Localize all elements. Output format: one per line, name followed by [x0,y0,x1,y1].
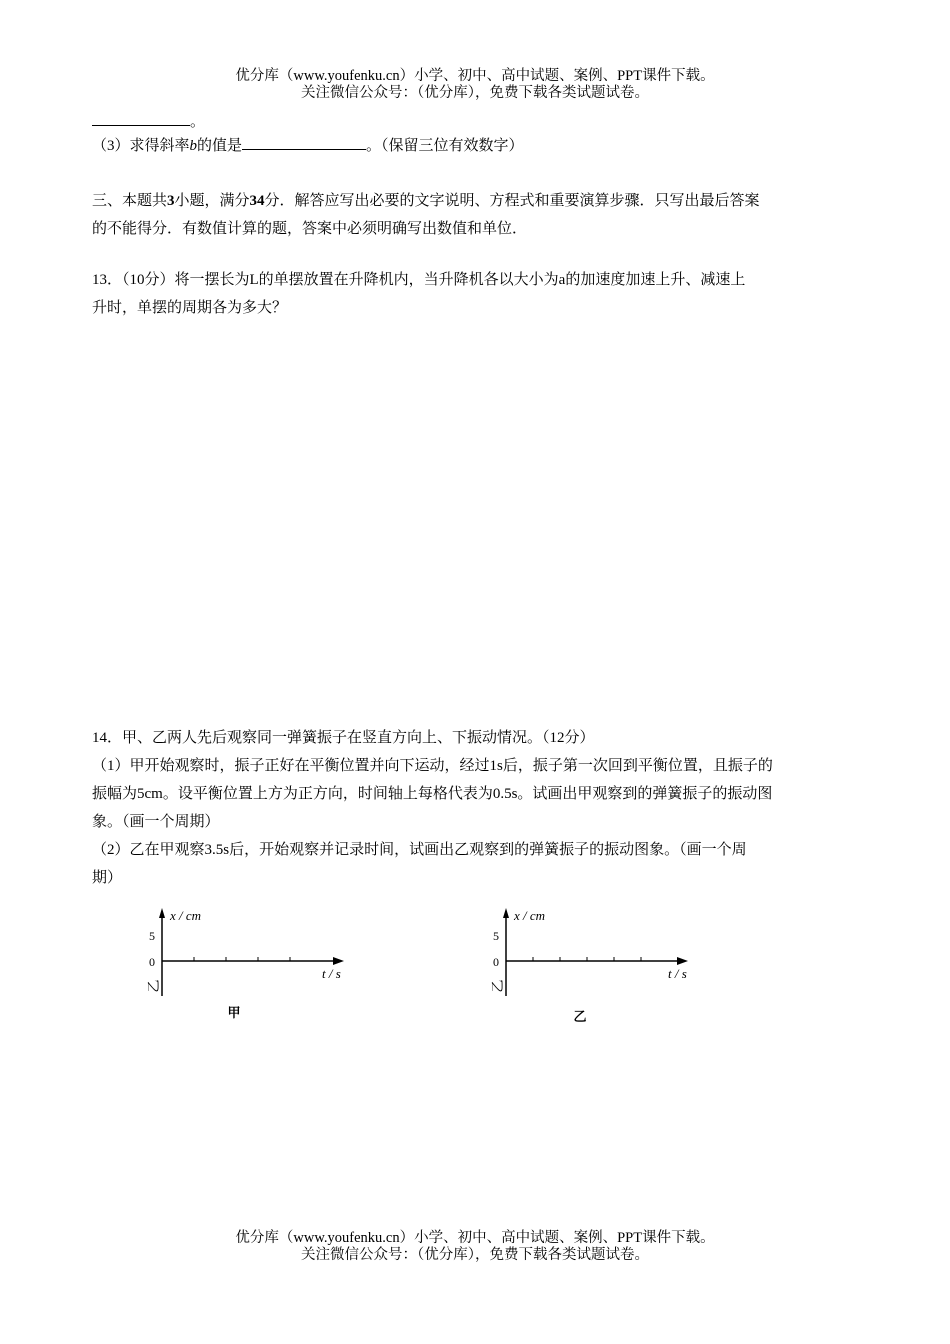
fragment-end-mark: 。 [190,114,206,130]
side-character: 乙 [490,979,505,993]
section-3-instructions: 三、本题共3小题，满分34分．解答应写出必要的文字说明、方程式和重要演算步骤．只写出最后答案 的不能得分．有数值计算的题，答案中必须明确写出数值和单位． [92,193,760,237]
question-14-title: 14．甲、乙两人先后观察同一弹簧振子在竖直方向上、下振动情况。（12分） [92,730,595,746]
footer-line-1: 优分库（www.youfenku.cn）小学、初中、高中试题、案例、PPT课件下载。 [235,1230,715,1246]
y-axis-label: x / cm [170,908,202,923]
question-14: 14．甲、乙两人先后观察同一弹簧振子在竖直方向上、下振动情况。（12分） （1）甲开始观察时，振子正好在平衡位置并向下运动，经过1s后，振子第一次回到平衡位置，且振子的 振幅为5cm。设平衡位置上方为正方向，时间轴上每格代表为0.5s。试画出甲观察到的弹簧振子的振动图 象。（画一个周期） （2）乙在甲观察3.5s后，开始观察并记录时间，试画出乙观察到的弹簧振子的振动图象。（画一个周 期） [92,724,862,892]
graph-jia[interactable] [130,900,370,1030]
x-axis-label: t / s [668,966,687,981]
question-13: 13．（10分）将一摆长为L的单摆放置在升降机内，当升降机各以大小为a的加速度加速上升、减速上 升时，单摆的周期各为多大？ [92,272,746,316]
y-axis-label: x / cm [514,908,546,923]
header-line-2: 关注微信公众号：（优分库），免费下载各类试题试卷。 [301,85,649,101]
question-13-answer-space[interactable] [92,330,862,720]
page-footer [0,1230,950,1264]
graph-caption: 乙 [573,1009,587,1024]
side-character: 乙 [146,979,161,993]
tick-label-0: 0 [149,955,155,969]
tick-label-5: 5 [149,929,155,943]
slope-answer-blank[interactable] [242,133,366,150]
y-axis-arrow-icon [159,908,165,918]
graph-yi[interactable] [474,900,714,1030]
tick-label-5: 5 [493,929,499,943]
graph-caption: 甲 [227,1005,241,1020]
footer-line-2: 关注微信公众号：（优分库），免费下载各类试题试卷。 [301,1247,649,1263]
x-axis-arrow-icon [333,957,344,965]
page-header [0,68,950,102]
tick-label-0: 0 [493,955,499,969]
question-12-part-3: （3）求得斜率b的值是 。（保留三位有效数字） [92,132,862,160]
x-axis-label: t / s [322,966,341,981]
x-axis-arrow-icon [677,957,688,965]
y-axis-arrow-icon [503,908,509,918]
answer-blank[interactable] [92,109,190,126]
header-line-1: 优分库（www.youfenku.cn）小学、初中、高中试题、案例、PPT课件下载。 [235,68,715,84]
slope-variable: b [189,138,198,154]
